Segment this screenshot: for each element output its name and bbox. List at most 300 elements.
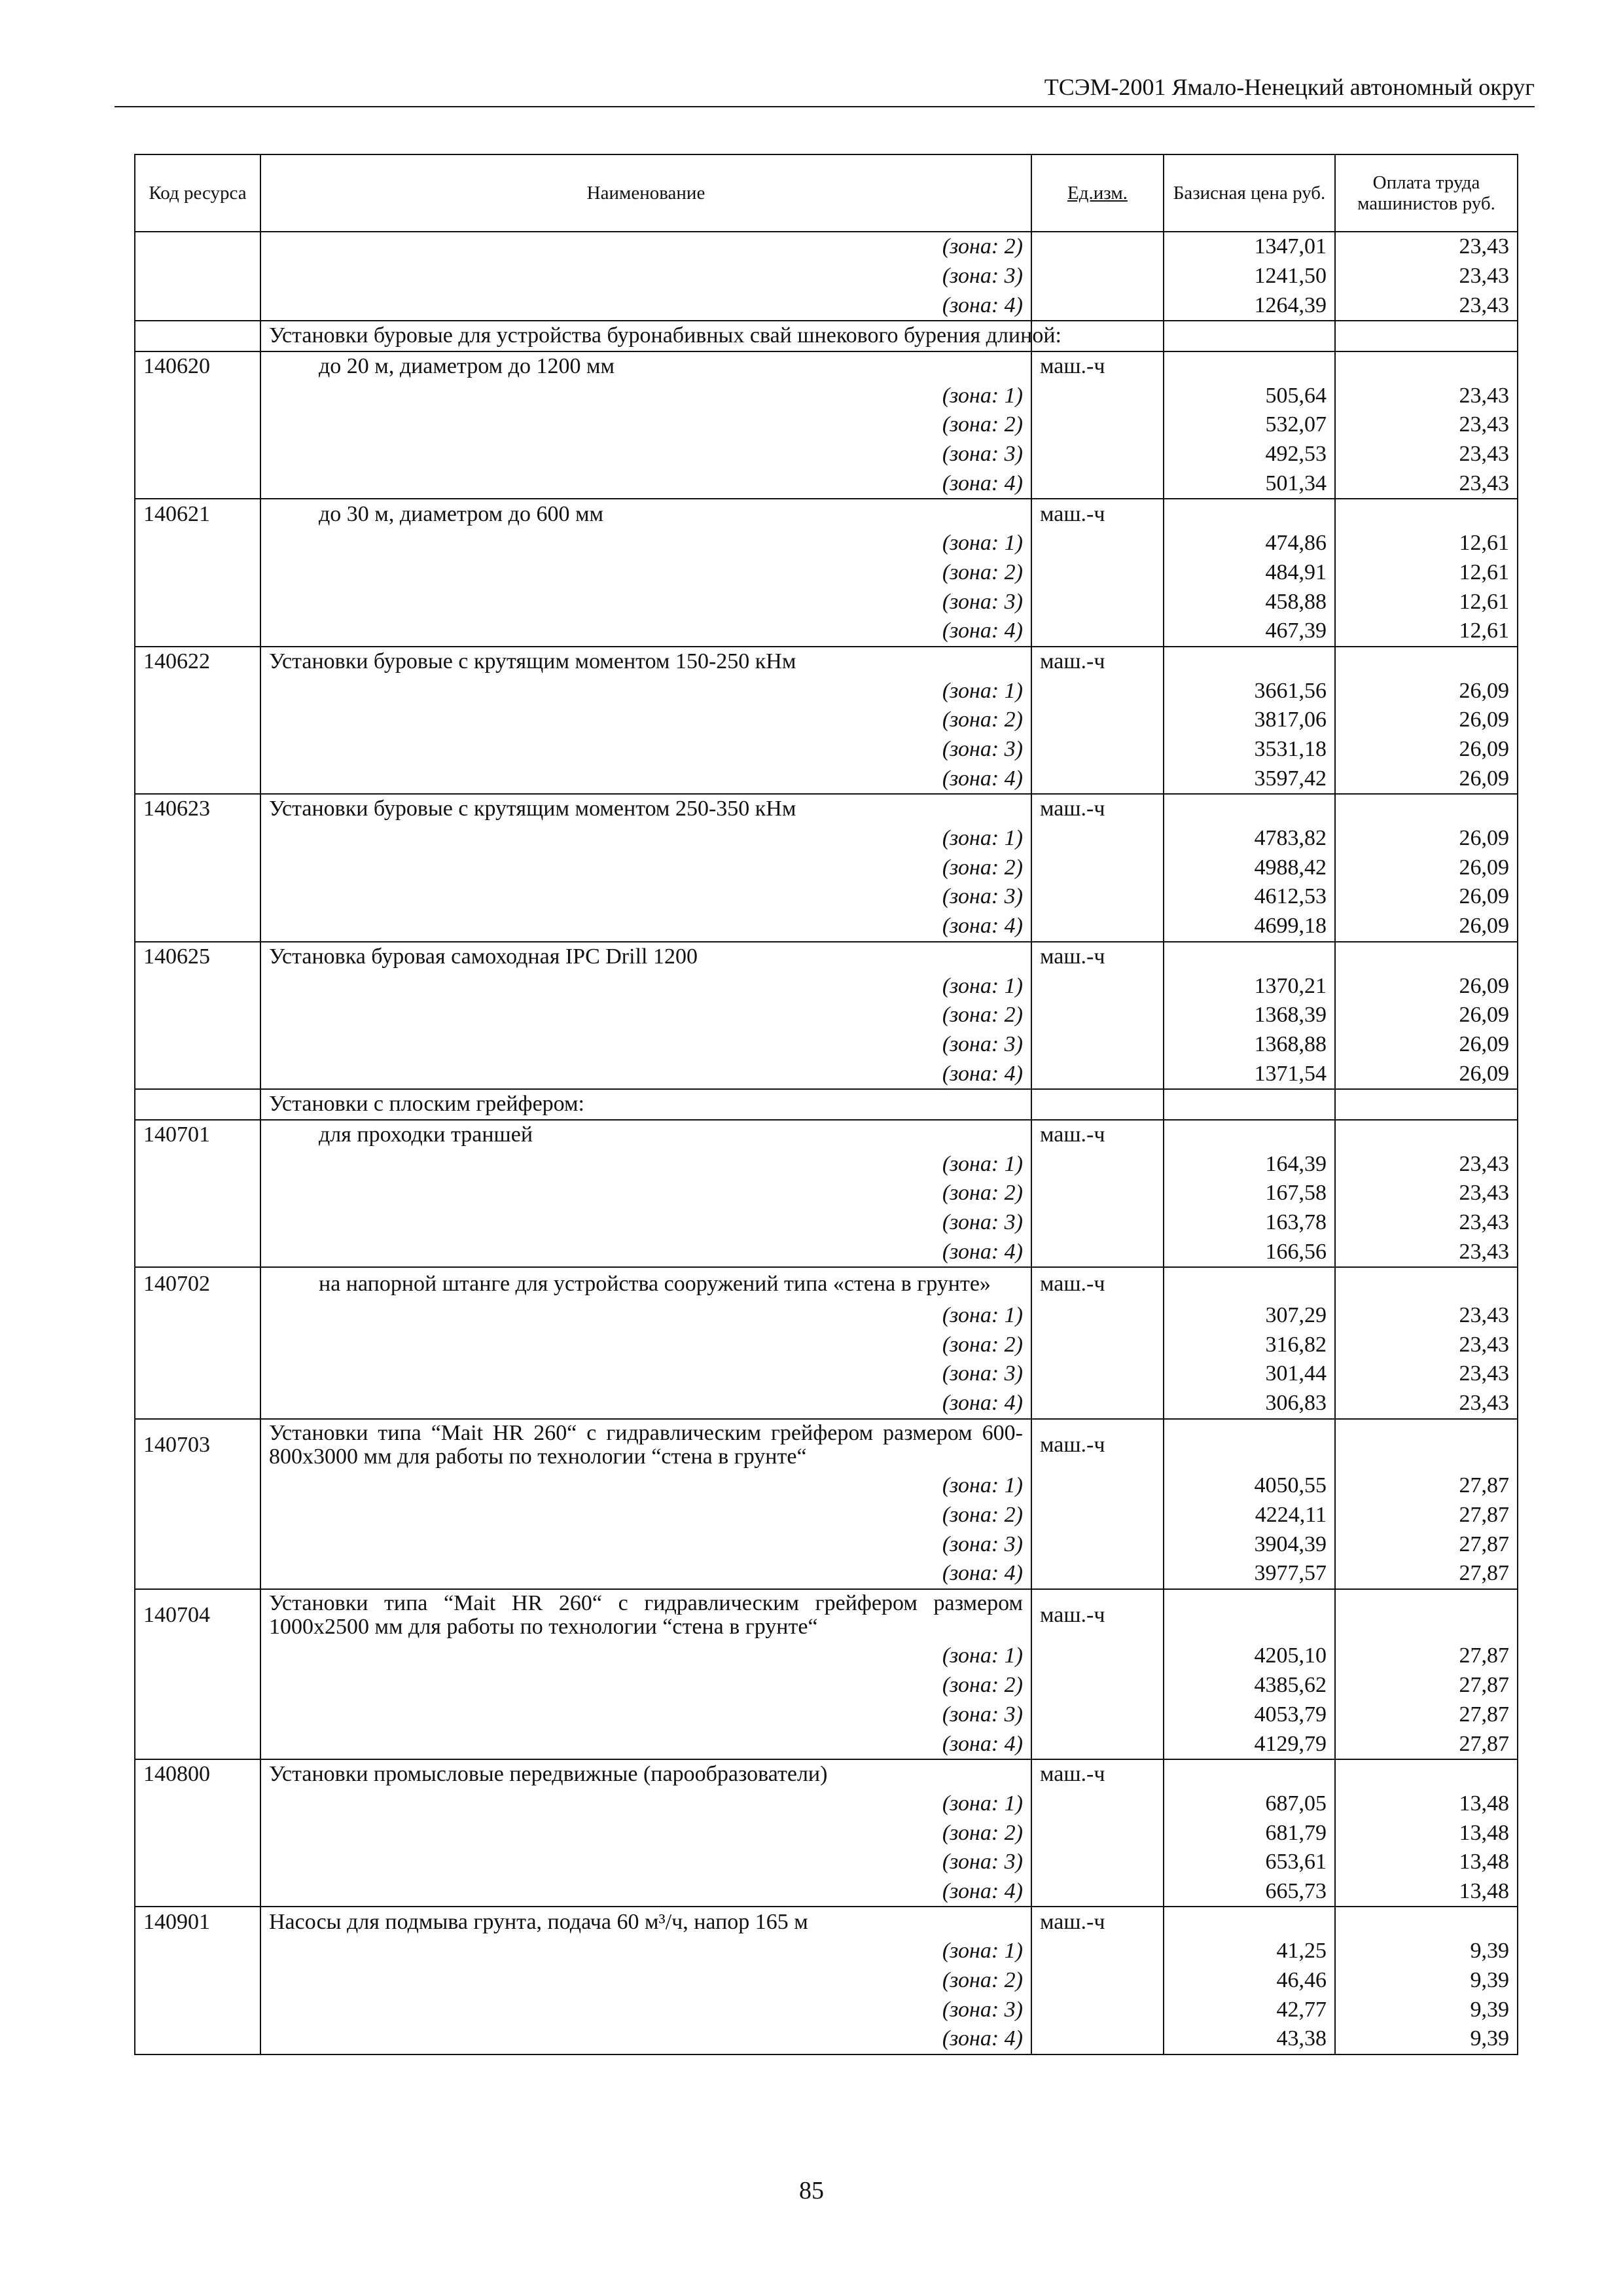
- resource-wage-empty: [1335, 351, 1518, 382]
- zone-code-empty: [135, 291, 260, 321]
- zone-price: 653,61: [1164, 1848, 1335, 1877]
- zone-wage: 12,61: [1335, 587, 1518, 617]
- resource-row: [135, 1759, 1518, 1789]
- zone-label: (зона: 2): [260, 853, 1031, 882]
- zone-price: 501,34: [1164, 469, 1335, 499]
- zone-label: (зона: 4): [260, 1059, 1031, 1089]
- zone-code-empty: [135, 529, 260, 558]
- zone-label: (зона: 2): [260, 410, 1031, 440]
- zone-wage: 27,87: [1335, 1641, 1518, 1671]
- zone-code-empty: [135, 1179, 260, 1208]
- zone-row: [135, 617, 1518, 647]
- resource-wage-empty: [1335, 321, 1518, 351]
- page-number: 85: [799, 2177, 824, 2204]
- zone-code-empty: [135, 1389, 260, 1419]
- zone-wage: 26,09: [1335, 706, 1518, 735]
- zone-label: (зона: 3): [260, 1848, 1031, 1877]
- zone-unit-empty: [1031, 1877, 1164, 1907]
- zone-unit-empty: [1031, 262, 1164, 291]
- resource-price-empty: [1164, 942, 1335, 972]
- zone-code-empty: [135, 1789, 260, 1819]
- zone-price: 3661,56: [1164, 676, 1335, 706]
- resource-code: 140701: [135, 1120, 260, 1150]
- zone-row: [135, 1030, 1518, 1060]
- resource-price-table: [134, 154, 1518, 2055]
- resource-price-empty: [1164, 1419, 1335, 1471]
- resource-unit: маш.-ч: [1031, 351, 1164, 382]
- zone-price: 4988,42: [1164, 853, 1335, 882]
- column-header-name: Наименование: [260, 154, 1031, 232]
- zone-price: 681,79: [1164, 1818, 1335, 1848]
- zone-code-empty: [135, 853, 260, 882]
- zone-wage: 27,87: [1335, 1671, 1518, 1700]
- resource-code: 140623: [135, 794, 260, 824]
- zone-row: [135, 1208, 1518, 1238]
- zone-label: (зона: 1): [260, 1789, 1031, 1819]
- zone-price: 474,86: [1164, 529, 1335, 558]
- zone-price: 3531,18: [1164, 735, 1335, 764]
- resource-price-empty: [1164, 1267, 1335, 1301]
- zone-row: [135, 1729, 1518, 1759]
- zone-label: (зона: 3): [260, 587, 1031, 617]
- zone-row: [135, 912, 1518, 942]
- resource-name: до 30 м, диаметром до 600 мм: [260, 499, 1031, 529]
- zone-row: [135, 1995, 1518, 2024]
- zone-wage: 9,39: [1335, 2024, 1518, 2054]
- zone-wage: 23,43: [1335, 1301, 1518, 1331]
- zone-unit-empty: [1031, 1789, 1164, 1819]
- zone-price: 167,58: [1164, 1179, 1335, 1208]
- zone-unit-empty: [1031, 1966, 1164, 1996]
- zone-price: 4053,79: [1164, 1700, 1335, 1730]
- resource-wage-empty: [1335, 942, 1518, 972]
- zone-label: (зона: 1): [260, 971, 1031, 1001]
- zone-unit-empty: [1031, 2024, 1164, 2054]
- zone-label: (зона: 1): [260, 529, 1031, 558]
- zone-row: [135, 1149, 1518, 1179]
- zone-code-empty: [135, 882, 260, 912]
- resource-row: [135, 1120, 1518, 1150]
- zone-wage: 26,09: [1335, 1001, 1518, 1030]
- zone-code-empty: [135, 706, 260, 735]
- zone-code-empty: [135, 232, 260, 262]
- zone-price: 4129,79: [1164, 1729, 1335, 1759]
- zone-price: 1370,21: [1164, 971, 1335, 1001]
- zone-label: (зона: 3): [260, 1995, 1031, 2024]
- resource-unit: [1031, 1089, 1164, 1120]
- zone-label: (зона: 1): [260, 381, 1031, 410]
- zone-row: [135, 469, 1518, 499]
- zone-row: [135, 1789, 1518, 1819]
- zone-code-empty: [135, 912, 260, 942]
- resource-unit: маш.-ч: [1031, 1267, 1164, 1301]
- zone-label: (зона: 2): [260, 232, 1031, 262]
- resource-price-empty: [1164, 1759, 1335, 1789]
- resource-code: [135, 321, 260, 351]
- zone-label: (зона: 2): [260, 1330, 1031, 1359]
- resource-code: 140703: [135, 1419, 260, 1471]
- zone-wage: 9,39: [1335, 1937, 1518, 1966]
- zone-row: [135, 1848, 1518, 1877]
- column-header-price: Базисная цена руб.: [1164, 154, 1335, 232]
- zone-code-empty: [135, 1149, 260, 1179]
- zone-code-empty: [135, 440, 260, 469]
- zone-row: [135, 2024, 1518, 2054]
- zone-wage: 23,43: [1335, 1208, 1518, 1238]
- zone-code-empty: [135, 1937, 260, 1966]
- resource-name: Установки буровые с крутящим моментом 150-250 кНм: [260, 647, 1031, 677]
- zone-code-empty: [135, 676, 260, 706]
- zone-wage: 26,09: [1335, 764, 1518, 794]
- resource-wage-empty: [1335, 794, 1518, 824]
- zone-wage: 23,43: [1335, 1359, 1518, 1389]
- resource-name: Установки типа “Mait HR 260“ с гидравлическим грейфером размером 1000х2500 мм для работы по технологии “стена в грунте“: [260, 1589, 1031, 1641]
- zone-wage: 27,87: [1335, 1559, 1518, 1589]
- table-body: [135, 232, 1518, 2054]
- zone-row: [135, 1700, 1518, 1730]
- resource-wage-empty: [1335, 1589, 1518, 1641]
- zone-label: (зона: 4): [260, 1237, 1031, 1267]
- zone-label: (зона: 2): [260, 558, 1031, 588]
- zone-row: [135, 1966, 1518, 1996]
- zone-price: 505,64: [1164, 381, 1335, 410]
- resource-code: 140702: [135, 1267, 260, 1301]
- zone-label: (зона: 1): [260, 1937, 1031, 1966]
- resource-unit: маш.-ч: [1031, 1759, 1164, 1789]
- zone-unit-empty: [1031, 1818, 1164, 1848]
- zone-unit-empty: [1031, 1641, 1164, 1671]
- zone-code-empty: [135, 1729, 260, 1759]
- zone-label: (зона: 4): [260, 469, 1031, 499]
- zone-price: 43,38: [1164, 2024, 1335, 2054]
- zone-unit-empty: [1031, 971, 1164, 1001]
- zone-code-empty: [135, 1001, 260, 1030]
- zone-label: (зона: 3): [260, 735, 1031, 764]
- zone-unit-empty: [1031, 1559, 1164, 1589]
- zone-wage: 27,87: [1335, 1501, 1518, 1530]
- zone-row: [135, 1330, 1518, 1359]
- zone-code-empty: [135, 2024, 260, 2054]
- resource-row: [135, 794, 1518, 824]
- zone-price: 492,53: [1164, 440, 1335, 469]
- zone-price: 4205,10: [1164, 1641, 1335, 1671]
- resource-price-empty: [1164, 499, 1335, 529]
- zone-price: 3817,06: [1164, 706, 1335, 735]
- zone-code-empty: [135, 971, 260, 1001]
- zone-row: [135, 1877, 1518, 1907]
- zone-wage: 26,09: [1335, 912, 1518, 942]
- zone-label: (зона: 3): [260, 440, 1031, 469]
- zone-price: 316,82: [1164, 1330, 1335, 1359]
- zone-unit-empty: [1031, 735, 1164, 764]
- zone-price: 1264,39: [1164, 291, 1335, 321]
- zone-label: (зона: 3): [260, 1359, 1031, 1389]
- zone-unit-empty: [1031, 1389, 1164, 1419]
- resource-table-container: [134, 154, 1517, 2055]
- zone-wage: 27,87: [1335, 1729, 1518, 1759]
- zone-row: [135, 1641, 1518, 1671]
- zone-wage: 27,87: [1335, 1700, 1518, 1730]
- zone-unit-empty: [1031, 1179, 1164, 1208]
- zone-label: (зона: 1): [260, 1471, 1031, 1501]
- resource-price-empty: [1164, 647, 1335, 677]
- zone-wage: 12,61: [1335, 529, 1518, 558]
- zone-unit-empty: [1031, 676, 1164, 706]
- zone-price: 3904,39: [1164, 1530, 1335, 1559]
- zone-label: (зона: 4): [260, 764, 1031, 794]
- zone-code-empty: [135, 735, 260, 764]
- zone-wage: 26,09: [1335, 735, 1518, 764]
- zone-label: (зона: 4): [260, 1559, 1031, 1589]
- zone-wage: 23,43: [1335, 262, 1518, 291]
- zone-unit-empty: [1031, 1848, 1164, 1877]
- zone-wage: 23,43: [1335, 1237, 1518, 1267]
- zone-wage: 26,09: [1335, 824, 1518, 853]
- zone-row: [135, 232, 1518, 262]
- zone-wage: 9,39: [1335, 1966, 1518, 1996]
- zone-code-empty: [135, 1471, 260, 1501]
- zone-unit-empty: [1031, 617, 1164, 647]
- zone-price: 4385,62: [1164, 1671, 1335, 1700]
- zone-price: 1347,01: [1164, 232, 1335, 262]
- zone-label: (зона: 4): [260, 1877, 1031, 1907]
- zone-price: 163,78: [1164, 1208, 1335, 1238]
- zone-wage: 23,43: [1335, 1179, 1518, 1208]
- zone-code-empty: [135, 1330, 260, 1359]
- zone-price: 484,91: [1164, 558, 1335, 588]
- zone-wage: 23,43: [1335, 469, 1518, 499]
- zone-label: (зона: 1): [260, 1149, 1031, 1179]
- zone-unit-empty: [1031, 232, 1164, 262]
- zone-label: (зона: 4): [260, 291, 1031, 321]
- zone-wage: 26,09: [1335, 971, 1518, 1001]
- resource-code: 140622: [135, 647, 260, 677]
- zone-label: (зона: 3): [260, 262, 1031, 291]
- zone-price: 665,73: [1164, 1877, 1335, 1907]
- zone-price: 532,07: [1164, 410, 1335, 440]
- resource-row: [135, 1419, 1518, 1471]
- zone-price: 1241,50: [1164, 262, 1335, 291]
- resource-code: 140901: [135, 1907, 260, 1937]
- zone-unit-empty: [1031, 1030, 1164, 1060]
- resource-row: [135, 1589, 1518, 1641]
- resource-name: Установки промысловые передвижные (парообразователи): [260, 1759, 1031, 1789]
- zone-price: 307,29: [1164, 1301, 1335, 1331]
- zone-price: 4699,18: [1164, 912, 1335, 942]
- zone-unit-empty: [1031, 1995, 1164, 2024]
- resource-name: Установки типа “Mait HR 260“ с гидравлическим грейфером размером 600-800х3000 мм для работы по технологии “стена в грунте“: [260, 1419, 1031, 1471]
- zone-label: (зона: 2): [260, 1501, 1031, 1530]
- zone-label: (зона: 4): [260, 912, 1031, 942]
- resource-wage-empty: [1335, 1089, 1518, 1120]
- resource-unit: маш.-ч: [1031, 1419, 1164, 1471]
- zone-unit-empty: [1031, 1530, 1164, 1559]
- resource-price-empty: [1164, 794, 1335, 824]
- zone-label: (зона: 3): [260, 1530, 1031, 1559]
- resource-row: [135, 499, 1518, 529]
- zone-label: (зона: 1): [260, 676, 1031, 706]
- zone-unit-empty: [1031, 440, 1164, 469]
- zone-wage: 26,09: [1335, 1059, 1518, 1089]
- zone-label: (зона: 2): [260, 1001, 1031, 1030]
- zone-row: [135, 1001, 1518, 1030]
- section-heading-row: [135, 1089, 1518, 1120]
- zone-code-empty: [135, 1359, 260, 1389]
- zone-unit-empty: [1031, 529, 1164, 558]
- zone-row: [135, 764, 1518, 794]
- zone-row: [135, 529, 1518, 558]
- zone-price: 1368,39: [1164, 1001, 1335, 1030]
- zone-wage: 13,48: [1335, 1877, 1518, 1907]
- zone-unit-empty: [1031, 1359, 1164, 1389]
- zone-code-empty: [135, 1818, 260, 1848]
- zone-unit-empty: [1031, 882, 1164, 912]
- zone-label: (зона: 2): [260, 1966, 1031, 1996]
- resource-wage-empty: [1335, 1759, 1518, 1789]
- resource-name: Насосы для подмыва грунта, подача 60 м³/ч, напор 165 м: [260, 1907, 1031, 1937]
- section-heading-row: [135, 321, 1518, 351]
- column-header-unit-label: Ед.изм.: [1067, 182, 1128, 204]
- zone-price: 42,77: [1164, 1995, 1335, 2024]
- resource-unit: маш.-ч: [1031, 1907, 1164, 1937]
- zone-unit-empty: [1031, 1208, 1164, 1238]
- zone-row: [135, 706, 1518, 735]
- zone-unit-empty: [1031, 1671, 1164, 1700]
- zone-code-empty: [135, 1966, 260, 1996]
- column-header-unit: [1031, 154, 1164, 232]
- zone-row: [135, 587, 1518, 617]
- zone-price: 458,88: [1164, 587, 1335, 617]
- resource-row: [135, 1907, 1518, 1937]
- resource-code: 140800: [135, 1759, 260, 1789]
- zone-code-empty: [135, 1301, 260, 1331]
- resource-unit: маш.-ч: [1031, 794, 1164, 824]
- zone-row: [135, 1671, 1518, 1700]
- resource-unit: маш.-ч: [1031, 942, 1164, 972]
- resource-unit: маш.-ч: [1031, 647, 1164, 677]
- zone-code-empty: [135, 1671, 260, 1700]
- resource-price-empty: [1164, 351, 1335, 382]
- zone-row: [135, 381, 1518, 410]
- zone-row: [135, 1237, 1518, 1267]
- resource-code: [135, 1089, 260, 1120]
- resource-unit: маш.-ч: [1031, 1120, 1164, 1150]
- zone-code-empty: [135, 1530, 260, 1559]
- zone-wage: 23,43: [1335, 232, 1518, 262]
- zone-unit-empty: [1031, 764, 1164, 794]
- zone-unit-empty: [1031, 1149, 1164, 1179]
- zone-price: 1368,88: [1164, 1030, 1335, 1060]
- resource-price-empty: [1164, 1907, 1335, 1937]
- zone-unit-empty: [1031, 410, 1164, 440]
- zone-label: (зона: 2): [260, 1818, 1031, 1848]
- zone-price: 164,39: [1164, 1149, 1335, 1179]
- zone-label: (зона: 2): [260, 1671, 1031, 1700]
- zone-code-empty: [135, 410, 260, 440]
- resource-unit: маш.-ч: [1031, 1589, 1164, 1641]
- zone-wage: 23,43: [1335, 410, 1518, 440]
- zone-row: [135, 1530, 1518, 1559]
- resource-wage-empty: [1335, 647, 1518, 677]
- zone-code-empty: [135, 558, 260, 588]
- zone-price: 166,56: [1164, 1237, 1335, 1267]
- section-heading: Установки с плоским грейфером:: [260, 1089, 1031, 1120]
- column-header-code: Код ресурса: [135, 154, 260, 232]
- zone-label: (зона: 2): [260, 1179, 1031, 1208]
- zone-wage: 13,48: [1335, 1789, 1518, 1819]
- zone-wage: 23,43: [1335, 1389, 1518, 1419]
- resource-code: 140625: [135, 942, 260, 972]
- column-header-wage: Оплата труда машинистов руб.: [1335, 154, 1518, 232]
- zone-row: [135, 1471, 1518, 1501]
- resource-code: 140704: [135, 1589, 260, 1641]
- resource-row: [135, 351, 1518, 382]
- zone-row: [135, 1559, 1518, 1589]
- zone-row: [135, 853, 1518, 882]
- resource-name: на напорной штанге для устройства сооружений типа «стена в грунте»: [260, 1267, 1031, 1301]
- zone-wage: 13,48: [1335, 1848, 1518, 1877]
- resource-wage-empty: [1335, 1907, 1518, 1937]
- zone-unit-empty: [1031, 291, 1164, 321]
- zone-price: 41,25: [1164, 1937, 1335, 1966]
- resource-name: до 20 м, диаметром до 1200 мм: [260, 351, 1031, 382]
- document-header-title: ТСЭМ-2001 Ямало-Ненецкий автономный округ: [1044, 74, 1535, 100]
- zone-code-empty: [135, 1700, 260, 1730]
- zone-label: (зона: 1): [260, 1641, 1031, 1671]
- zone-unit-empty: [1031, 1937, 1164, 1966]
- resource-name: для проходки траншей: [260, 1120, 1031, 1150]
- zone-label: (зона: 4): [260, 2024, 1031, 2054]
- zone-price: 301,44: [1164, 1359, 1335, 1389]
- zone-label: (зона: 1): [260, 1301, 1031, 1331]
- zone-code-empty: [135, 1995, 260, 2024]
- zone-price: 687,05: [1164, 1789, 1335, 1819]
- zone-label: (зона: 4): [260, 1729, 1031, 1759]
- zone-label: (зона: 4): [260, 1389, 1031, 1419]
- zone-wage: 27,87: [1335, 1471, 1518, 1501]
- zone-wage: 23,43: [1335, 1330, 1518, 1359]
- zone-price: 3597,42: [1164, 764, 1335, 794]
- zone-row: [135, 735, 1518, 764]
- zone-unit-empty: [1031, 824, 1164, 853]
- resource-code: 140621: [135, 499, 260, 529]
- zone-wage: 26,09: [1335, 1030, 1518, 1060]
- zone-row: [135, 440, 1518, 469]
- zone-code-empty: [135, 1501, 260, 1530]
- zone-price: 46,46: [1164, 1966, 1335, 1996]
- zone-label: (зона: 3): [260, 882, 1031, 912]
- zone-unit-empty: [1031, 853, 1164, 882]
- resource-wage-empty: [1335, 499, 1518, 529]
- zone-row: [135, 1501, 1518, 1530]
- resource-code: 140620: [135, 351, 260, 382]
- zone-unit-empty: [1031, 912, 1164, 942]
- zone-unit-empty: [1031, 1471, 1164, 1501]
- zone-wage: 13,48: [1335, 1818, 1518, 1848]
- zone-wage: 26,09: [1335, 853, 1518, 882]
- zone-label: (зона: 2): [260, 706, 1031, 735]
- zone-unit-empty: [1031, 1301, 1164, 1331]
- zone-wage: 26,09: [1335, 882, 1518, 912]
- zone-wage: 26,09: [1335, 676, 1518, 706]
- zone-row: [135, 410, 1518, 440]
- resource-price-empty: [1164, 321, 1335, 351]
- resource-row: [135, 942, 1518, 972]
- zone-wage: 27,87: [1335, 1530, 1518, 1559]
- zone-wage: 23,43: [1335, 291, 1518, 321]
- table-header-row: [135, 154, 1518, 232]
- zone-code-empty: [135, 262, 260, 291]
